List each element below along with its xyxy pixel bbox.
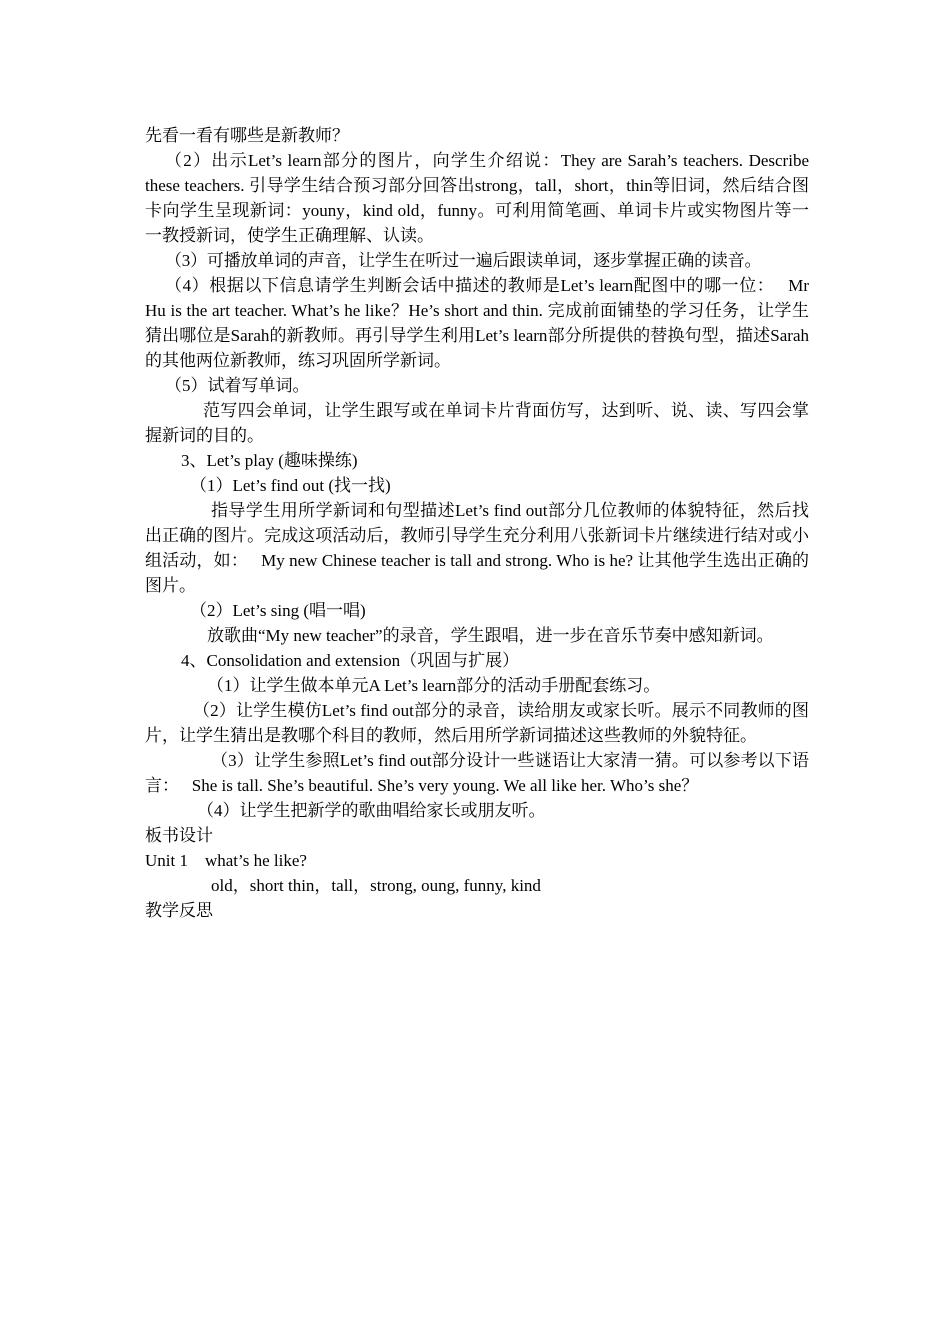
paragraph: （4）根据以下信息请学生判断会话中描述的教师是Let’s learn配图中的哪一位： Mr Hu is the art teacher. What’s he like？He’s short and thin. 完成前面铺垫的学习任务，让学生猜出哪位是Sarah的新教师。再引导学生利用Let’s learn部分所提供的替换句型，描述Sarah的其他两位新教师，练习巩固所学新词。 bbox=[145, 276, 809, 370]
vocabulary-line: old，short thin，tall，strong, oung, funny, kind bbox=[211, 876, 541, 895]
paragraph: （3）可播放单词的声音，让学生在听过一遍后跟读单词，逐步掌握正确的读音。 bbox=[165, 251, 762, 270]
board-design-heading: 板书设计 bbox=[145, 826, 213, 845]
subsection-heading: （2）Let’s sing (唱一唱) bbox=[190, 601, 366, 620]
paragraph: （2）出示Let’s learn部分的图片，向学生介绍说：They are Sarah’s teachers. Describe these teachers. 引导学生结合预习部分回答出strong，tall，short，thin等旧词，然后结合图卡向学生呈现新词：youny，kind old，funny。可利用简笔画、单词卡片或实物图片等一一教授新词，使学生正确理解、认读。 bbox=[145, 151, 809, 245]
paragraph: 放歌曲“My new teacher”的录音，学生跟唱，进一步在音乐节奏中感知新词。 bbox=[207, 626, 774, 645]
section-heading: 3、Let’s play (趣味操练) bbox=[181, 451, 358, 470]
paragraph: 先看一看有哪些是新教师？ bbox=[145, 126, 349, 145]
paragraph: （4）让学生把新学的歌曲唱给家长或朋友听。 bbox=[197, 801, 546, 820]
paragraph: （5）试着写单词。 bbox=[165, 376, 310, 395]
paragraph: （2）让学生模仿Let’s find out部分的录音，读给朋友或家长听。展示不同教师的图片，让学生猜出是教哪个科目的教师，然后用所学新词描述这些教师的外貌特征。 bbox=[145, 701, 809, 745]
paragraph: 指导学生用所学新词和句型描述Let’s find out部分几位教师的体貌特征，然后找出正确的图片。完成这项活动后，教师引导学生充分利用八张新词卡片继续进行结对或小组活动，如： My new Chinese teacher is tall and strong. Who is he? 让其他学生选出正确的图片。 bbox=[145, 501, 809, 595]
reflection-heading: 教学反思 bbox=[145, 901, 213, 920]
paragraph: （3）让学生参照Let’s find out部分设计一些谜语让大家清一猜。可以参考以下语言： She is tall. She’s beautiful. She’s very young. We all like her. Who’s she？ bbox=[145, 751, 809, 795]
paragraph: （1）让学生做本单元A Let’s learn部分的活动手册配套练习。 bbox=[207, 676, 661, 695]
subsection-heading: （1）Let’s find out (找一找) bbox=[190, 476, 391, 495]
document-body bbox=[145, 123, 809, 923]
section-heading: 4、Consolidation and extension（巩固与扩展） bbox=[181, 651, 520, 670]
paragraph: 范写四会单词，让学生跟写或在单词卡片背面仿写，达到听、说、读、写四会掌握新词的目的。 bbox=[145, 401, 809, 445]
unit-title: Unit 1 what’s he like? bbox=[145, 851, 307, 870]
